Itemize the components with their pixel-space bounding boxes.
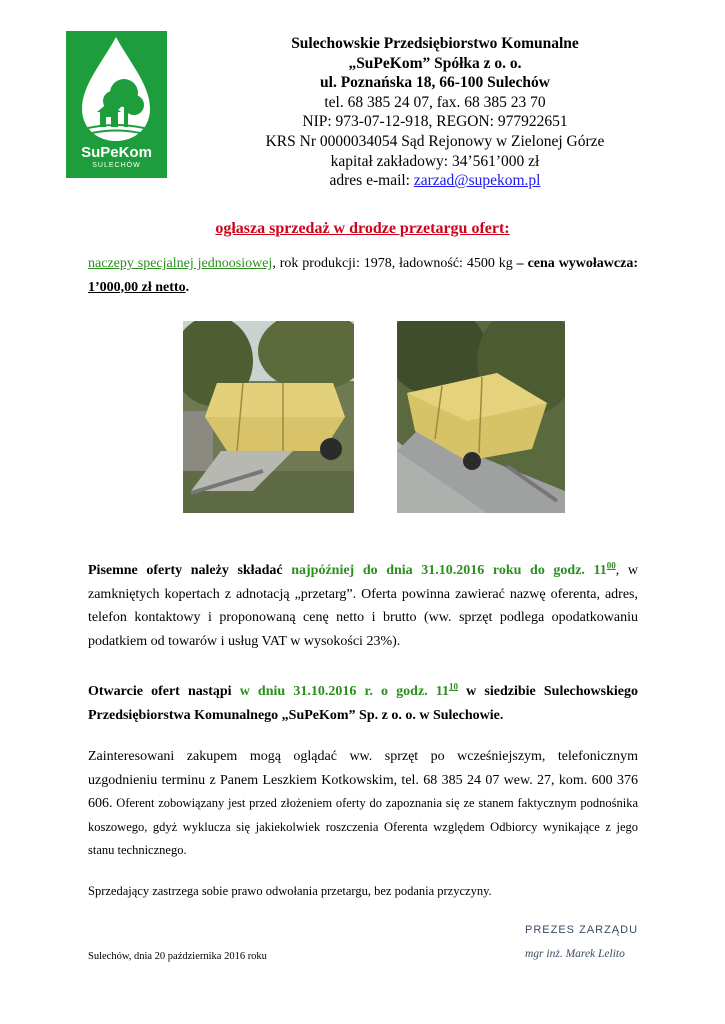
- trailer-photo-2: [397, 321, 565, 513]
- item-dash: –: [512, 256, 528, 271]
- logo-name: SuPeKom: [81, 144, 152, 161]
- email-label: adres e-mail:: [329, 172, 414, 190]
- announcement-heading: ogłasza sprzedaż w drodze przetargu ofert:: [215, 220, 510, 237]
- reservation-note: Sprzedający zastrzega sobie prawo odwołania przetargu, bez podania przyczyny.: [88, 884, 492, 898]
- company-capital: kapitał zakładowy: 34’561’000 zł: [330, 152, 540, 170]
- inspection-disclaimer: Oferent zobowiązany jest przed złożeniem oferty do zapoznania się ze stanem faktycznym podnośnika koszowego, gdyż wyklucza się jakiekolwiek roszczenia Oferenta względem Odbiorcy wynikające z jego stanu technicznego.: [88, 796, 638, 857]
- company-logo: [66, 31, 167, 178]
- offers-deadline-minutes: 00: [606, 560, 616, 571]
- offers-deadline-text: najpóźniej do dnia 31.10.2016 roku do godz. 11: [291, 563, 607, 578]
- opening-date: [239, 681, 459, 699]
- inspection-text: Zainteresowani zakupem mogą oglądać ww. sprzęt po wcześniejszym, telefonicznym uzgodnieniu terminu z Panem Leszkiem Kotkowskim, tel. 68 385 24 07 wew. 27, kom. 600 376 606.: [88, 749, 638, 811]
- company-email-line: [200, 171, 670, 191]
- item-description: [88, 252, 638, 299]
- signature-stamp: [525, 924, 660, 960]
- company-name: Sulechowskie Przedsiębiorstwo Komunalne: [291, 35, 579, 52]
- document-date: Sulechów, dnia 20 października 2016 roku: [88, 951, 267, 962]
- logo-subtitle: SULECHÓW: [92, 162, 141, 169]
- email-link[interactable]: zarzad@supekom.pl: [413, 172, 541, 190]
- company-brand: „SuPeKom” Spółka z o. o.: [348, 54, 522, 72]
- company-header: [200, 34, 670, 191]
- item-details: , rok produkcji: 1978, ładowność: 4500 kg: [272, 256, 513, 271]
- item-price: 1’000,00 zł netto: [88, 279, 186, 295]
- item-period: .: [185, 279, 190, 295]
- price-label: cena wywoławcza:: [527, 256, 639, 271]
- company-krs: KRS Nr 0000034054 Sąd Rejonowy w Zielonej Górze: [265, 132, 605, 150]
- trailer-photo-1: [183, 321, 354, 513]
- item-name: naczepy specjalnej jednoosiowej: [88, 256, 273, 271]
- opening-rest: w siedzibie Sulechowskiego Przedsiębiorstwa Komunalnego „SuPeKom” Sp. z o. o. w Sulechowie.: [88, 684, 639, 723]
- opening-date-text: w dniu 31.10.2016 r. o godz. 11: [239, 684, 450, 699]
- company-phone: tel. 68 385 24 07, fax. 68 385 23 70: [324, 93, 546, 111]
- inspection-paragraph: [88, 745, 638, 863]
- offers-lead: Pisemne oferty należy składać: [88, 563, 292, 578]
- offers-rest: , w zamkniętych kopertach z adnotacją „przetarg”. Oferta powinna zawierać nazwę oferenta, adres, telefon kontaktowy i proponowaną cenę netto i brutto (ww. sprzęt podlega opodatkowaniu podatkiem od towarów i usług VAT w wysokości 23%).: [88, 563, 639, 649]
- offers-deadline: [291, 560, 616, 578]
- opening-lead: Otwarcie ofert nastąpi: [88, 684, 240, 699]
- opening-minutes: 10: [449, 681, 459, 692]
- offers-paragraph: [88, 559, 638, 653]
- signature-title: PREZES ZARZĄDU: [525, 924, 639, 936]
- company-address: ul. Poznańska 18, 66-100 Sulechów: [320, 74, 550, 92]
- signature-name: mgr inż. Marek Lelito: [525, 948, 625, 960]
- opening-paragraph: [88, 680, 638, 727]
- company-tax-ids: NIP: 973-07-12-918, REGON: 977922651: [302, 113, 568, 131]
